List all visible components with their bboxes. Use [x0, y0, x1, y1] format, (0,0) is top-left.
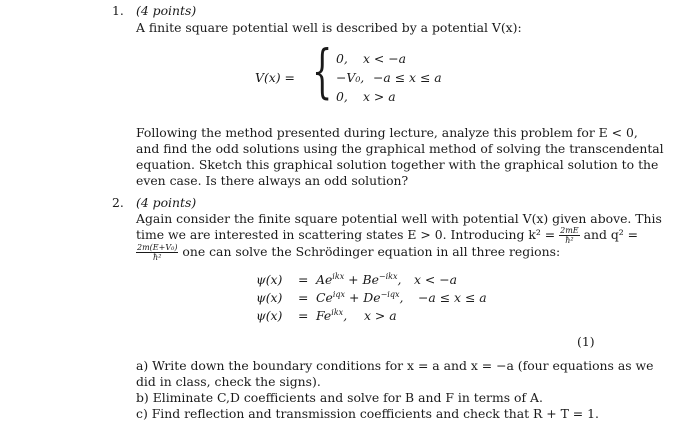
- potential-lhs: V(x) =: [255, 70, 295, 85]
- paragraph-line: and find the odd solutions using the graphical method of solving the transcendental: [136, 141, 664, 156]
- q-frac-num: 2m(E+V₀): [137, 243, 178, 252]
- k-frac-num: 2mE: [560, 226, 579, 235]
- q-fraction: [136, 243, 178, 262]
- equation-equals: =: [298, 308, 309, 323]
- problem-1-points: (4 points): [136, 3, 197, 18]
- line-3-text: one can solve the Schrödinger equation in all three regions:: [182, 244, 561, 259]
- equation-rhs: $Ce^{iqx} + De^{-iqx}$,: [316, 290, 404, 305]
- equation-rhs: $Ae^{ikx} + Be^{-ikx}$,: [316, 272, 402, 287]
- equation-lhs: ψ(x): [256, 272, 283, 287]
- case-condition: x < −a: [363, 51, 407, 66]
- case-condition: −a ≤ x ≤ a: [373, 70, 442, 85]
- part-line: a) Write down the boundary conditions for x = a and x = −a (four equations as we: [136, 358, 654, 373]
- problem-2-number: 2.: [112, 195, 124, 210]
- problem-1-intro: A finite square potential well is described by a potential V(x):: [136, 20, 522, 35]
- problem-2-line-3: [136, 243, 560, 262]
- case-condition: x > a: [363, 89, 396, 104]
- equation-condition: x < −a: [414, 272, 458, 287]
- line-2-text-b: and q² =: [583, 227, 639, 242]
- k-frac-den: ħ²: [565, 236, 574, 245]
- part-line: did in class, check the signs).: [136, 374, 321, 389]
- equation-number: (1): [577, 334, 595, 349]
- equation-condition: −a ≤ x ≤ a: [418, 290, 487, 305]
- equation-lhs: ψ(x): [256, 308, 283, 323]
- equation-lhs: ψ(x): [256, 290, 283, 305]
- case-brace: {: [312, 37, 333, 105]
- line-2-text-a: time we are interested in scattering states E > 0. Introducing k² =: [136, 227, 556, 242]
- q-frac-den: ħ²: [153, 253, 162, 262]
- equation-equals: =: [298, 272, 309, 287]
- equation-rhs: $Fe^{ikx}$,: [316, 308, 348, 323]
- part-line: c) Find reflection and transmission coefficients and check that R + T = 1.: [136, 406, 599, 421]
- case-value: 0,: [336, 51, 348, 66]
- equation-condition: x > a: [364, 308, 397, 323]
- paragraph-line: even case. Is there always an odd solution?: [136, 173, 409, 188]
- paragraph-line: equation. Sketch this graphical solution together with the graphical solution to the: [136, 157, 659, 172]
- equation-equals: =: [298, 290, 309, 305]
- part-line: b) Eliminate C,D coefficients and solve for B and F in terms of A.: [136, 390, 543, 405]
- case-value: −V₀,: [336, 70, 365, 85]
- case-value: 0,: [336, 89, 348, 104]
- problem-2-line-1: Again consider the finite square potential well with potential V(x) given above. This: [136, 211, 662, 226]
- problem-1-number: 1.: [112, 3, 124, 18]
- k-fraction: [559, 226, 580, 245]
- problem-2-points: (4 points): [136, 195, 197, 210]
- paragraph-line: Following the method presented during lecture, analyze this problem for E < 0,: [136, 125, 638, 140]
